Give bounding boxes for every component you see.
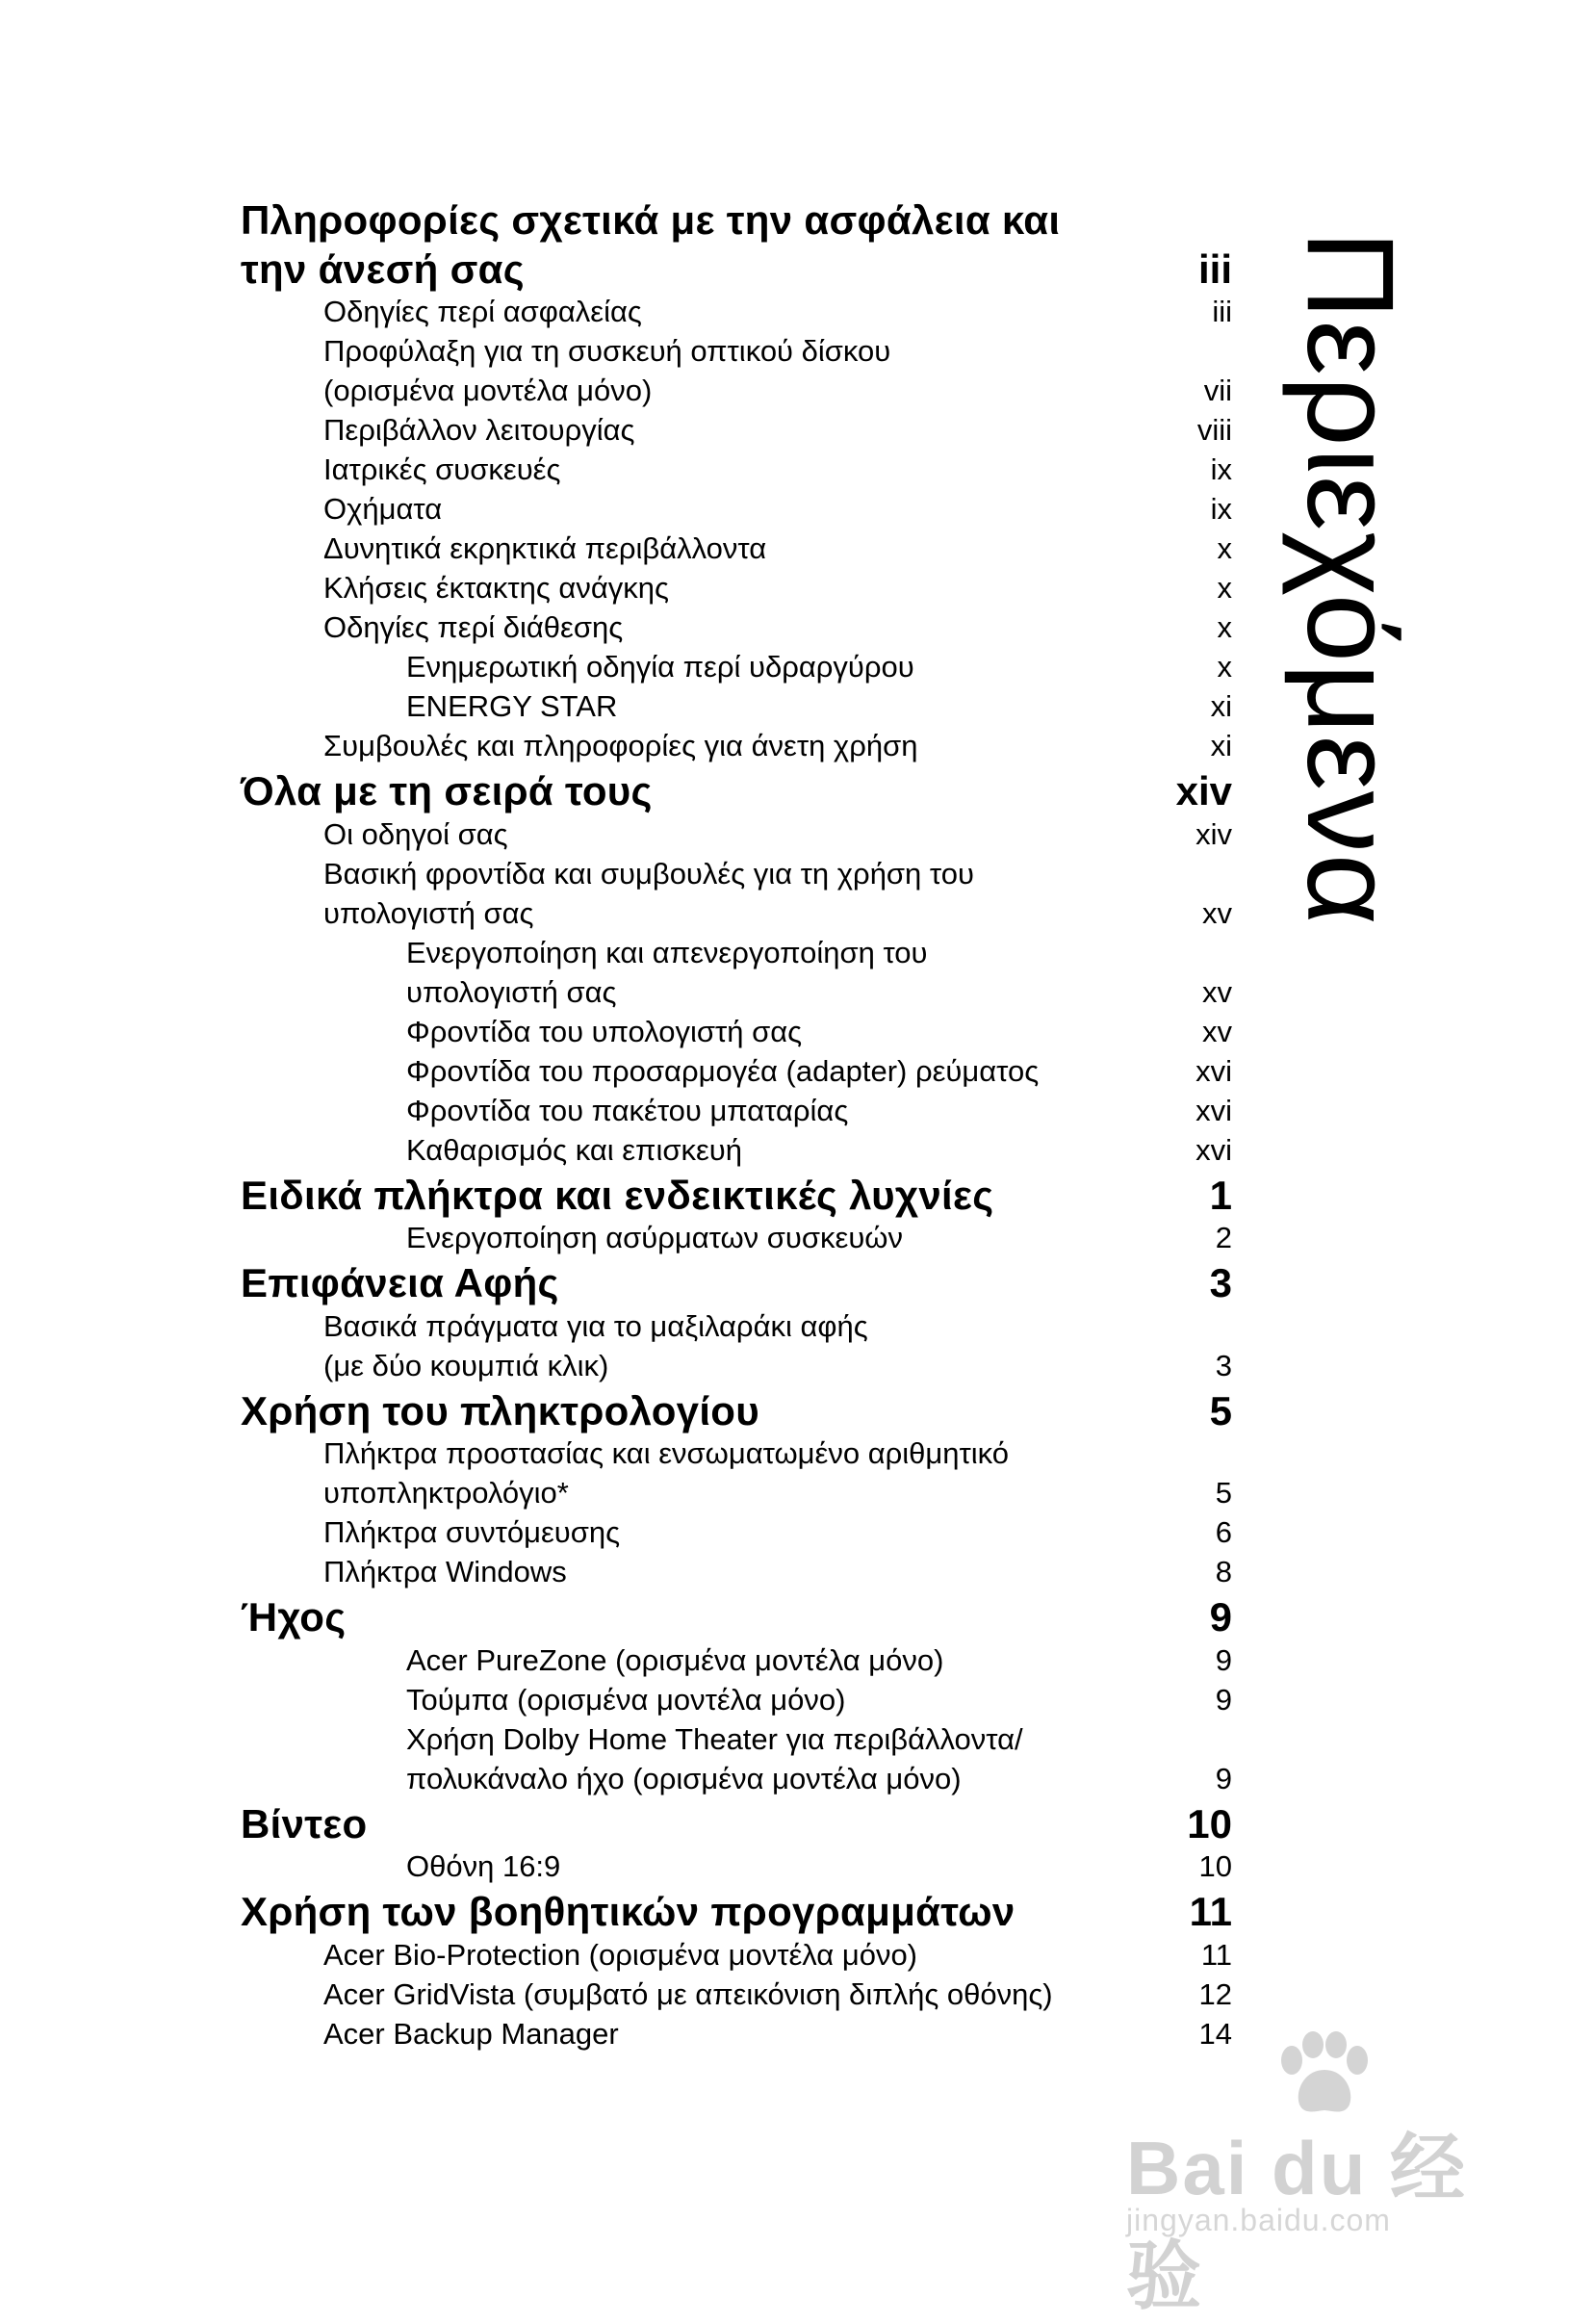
toc-entry-title: Οδηγίες περί ασφαλείας <box>323 295 642 328</box>
toc-page-number: xvi <box>1196 1093 1232 1127</box>
toc-page-number: 10 <box>1187 1800 1232 1846</box>
toc-entry-title: Ειδικά πλήκτρα και ενδεικτικές λυχνίες <box>241 1172 994 1218</box>
toc-heading-row[interactable] <box>241 1889 1232 1938</box>
toc-page-number: 9 <box>1215 1642 1232 1677</box>
toc-page-number: ix <box>1210 492 1232 526</box>
toc-entry-title: Συμβουλές και πληροφορίες για άνετη χρήση <box>323 729 918 762</box>
toc-entry-row[interactable] <box>241 1094 1232 1133</box>
toc-entry-row[interactable] <box>241 1476 1232 1515</box>
toc-page-number: xi <box>1210 729 1232 762</box>
toc-entry-title: Χρήση του πληκτρολογίου <box>241 1387 759 1433</box>
toc-entry-title: πολυκάναλο ήχο (ορισμένα μοντέλα μόνο) <box>406 1761 962 1795</box>
toc-entry-title: Περιβάλλον λειτουργίας <box>323 413 635 447</box>
toc-entry-title: Βασική φροντίδα και συμβουλές για τη χρήση του <box>323 856 974 891</box>
toc-entry-title: (ορισμένα μοντέλα μόνο) <box>323 374 653 407</box>
toc-entry-title: Acer Backup Manager <box>323 2016 619 2051</box>
toc-entry-title: Βασικά πράγματα για το μαξιλαράκι αφής <box>323 1308 868 1343</box>
toc-entry-title: Βίντεο <box>241 1800 368 1846</box>
toc-page-number: xv <box>1202 1014 1232 1048</box>
toc-page-number: x <box>1217 571 1232 605</box>
toc-entry-title: Όλα με τη σειρά τους <box>241 768 653 813</box>
toc-page-number: xvi <box>1196 1132 1232 1167</box>
toc-page-number: iii <box>1197 245 1232 292</box>
toc-entry-title: Πλήκτρα συντόμευσης <box>323 1515 621 1549</box>
toc-entry-title: Πληροφορίες σχετικά με την ασφάλεια και <box>241 197 1061 243</box>
toc-entry-row[interactable] <box>241 531 1232 571</box>
toc-page-number: xvi <box>1196 1053 1232 1088</box>
paw-icon <box>1271 2031 1376 2118</box>
toc-entry-row[interactable] <box>241 413 1232 452</box>
toc-page-number: 1 <box>1209 1172 1232 1218</box>
toc-entry-title: Κλήσεις έκτακτης ανάγκης <box>323 571 669 605</box>
toc-entry-title: Ιατρικές συσκευές <box>323 452 561 486</box>
toc-page-number: x <box>1217 531 1232 565</box>
toc-page-number: 6 <box>1215 1515 1232 1549</box>
toc-entry-row[interactable] <box>241 650 1232 689</box>
toc-page-number: xiv <box>1196 816 1232 851</box>
watermark-url: jingyan.baidu.com <box>1126 2203 1391 2237</box>
toc-page-number: xi <box>1210 689 1232 723</box>
toc-entry-title: την άνεσή σας <box>241 245 525 292</box>
toc-entry-row[interactable] <box>241 1977 1232 2017</box>
toc-entry-title: Ενεργοποίηση ασύρματων συσκευών <box>406 1221 903 1254</box>
toc-entry-row[interactable] <box>241 1349 1232 1388</box>
toc-page-number: xv <box>1202 974 1232 1009</box>
chapter-title-text: Περιεχόμενα <box>1280 229 1419 926</box>
watermark-logo: Bai du 经验 <box>1126 2126 1468 2318</box>
toc-page-number: iii <box>1212 295 1232 328</box>
toc-entry-row[interactable] <box>241 334 1232 374</box>
toc-page-number: xv <box>1202 895 1232 930</box>
toc-entry-title: Οθόνη 16:9 <box>406 1849 561 1883</box>
toc-entry-row[interactable] <box>241 1722 1232 1762</box>
toc-page-number: x <box>1217 610 1232 644</box>
toc-entry-row[interactable] <box>241 936 1232 975</box>
toc-page-number: 9 <box>1209 1594 1232 1640</box>
toc-page-number: 3 <box>1209 1260 1232 1305</box>
toc-entry-row[interactable] <box>241 1054 1232 1094</box>
toc-page-number: 5 <box>1215 1476 1232 1510</box>
toc-page-number: xiv <box>1175 768 1232 813</box>
toc-page-number: 11 <box>1189 1889 1232 1934</box>
toc-page-number: 3 <box>1215 1348 1232 1382</box>
toc-page-number: 5 <box>1209 1387 1232 1433</box>
baidu-watermark <box>1126 2031 1511 2318</box>
toc-heading-row[interactable] <box>241 197 1232 246</box>
toc-page-number: vii <box>1203 374 1232 407</box>
toc-entry-row[interactable] <box>241 610 1232 650</box>
toc-page-number: 8 <box>1215 1555 1232 1588</box>
toc-entry-title: Ήχος <box>241 1594 347 1640</box>
toc-entry-row[interactable] <box>241 1221 1232 1260</box>
toc-entry-row[interactable] <box>241 571 1232 610</box>
toc-entry-title: Καθαρισμός και επισκευή <box>406 1132 742 1167</box>
toc-entry-row[interactable] <box>241 729 1232 768</box>
toc-entry-row[interactable] <box>241 1015 1232 1054</box>
toc-entry-title: Χρήση των βοηθητικών προγραμμάτων <box>241 1889 1016 1934</box>
toc-entry-title: Acer PureZone (ορισμένα μοντέλα μόνο) <box>406 1642 944 1677</box>
toc-entry-title: Φροντίδα του πακέτου μπαταρίας <box>406 1093 849 1127</box>
toc-page-number: 12 <box>1198 1976 1232 2011</box>
toc-entry-title: υποπληκτρολόγιο* <box>323 1476 569 1510</box>
toc-entry-row[interactable] <box>241 817 1232 857</box>
toc-entry-row[interactable] <box>241 975 1232 1015</box>
toc-entry-row[interactable] <box>241 1515 1232 1555</box>
toc-entry-row[interactable] <box>241 1436 1232 1476</box>
toc-entry-title: Οι οδηγοί σας <box>323 816 508 851</box>
toc-page-number: 11 <box>1200 1937 1232 1972</box>
toc-entry-title: Acer GridVista (συμβατό με απεικόνιση διπλής οθόνης) <box>323 1976 1053 2011</box>
toc-entry-title: Επιφάνεια Αφής <box>241 1260 559 1305</box>
toc-entry-row[interactable] <box>241 374 1232 413</box>
toc-page-number: viii <box>1196 413 1232 447</box>
toc-page-number: 10 <box>1198 1849 1232 1883</box>
toc-entry-row[interactable] <box>241 2017 1232 2056</box>
vertical-chapter-title <box>1273 183 1427 972</box>
toc-entry-row[interactable] <box>241 1849 1232 1889</box>
toc-entry-title: Ενημερωτική οδηγία περί υδραργύρου <box>406 650 914 684</box>
toc-entry-row[interactable] <box>241 1643 1232 1683</box>
toc-page-number: 2 <box>1215 1221 1232 1254</box>
toc-heading-row[interactable] <box>241 1173 1232 1222</box>
toc-heading-row[interactable] <box>241 768 1232 817</box>
toc-entry-row[interactable] <box>241 857 1232 896</box>
toc-heading-row[interactable] <box>241 1260 1232 1309</box>
toc-heading-row[interactable] <box>241 246 1232 296</box>
toc-page-number: ix <box>1210 452 1232 486</box>
toc-heading-row[interactable] <box>241 1801 1232 1850</box>
toc-entry-title: Πλήκτρα προστασίας και ενσωματωμένο αριθμητικό <box>323 1436 1009 1470</box>
toc-entry-title: Οδηγίες περί διάθεσης <box>323 610 624 644</box>
toc-entry-title: Οχήματα <box>323 492 443 526</box>
toc-entry-row[interactable] <box>241 896 1232 936</box>
toc-entry-title: Φροντίδα του υπολογιστή σας <box>406 1014 803 1048</box>
toc-entry-title: υπολογιστή σας <box>406 974 617 1009</box>
toc-entry-title: Χρήση Dolby Home Theater για περιβάλλοντα/ <box>406 1721 1023 1756</box>
toc-heading-row[interactable] <box>241 1388 1232 1437</box>
toc-entry-row[interactable] <box>241 452 1232 492</box>
toc-entry-title: (με δύο κουμπιά κλικ) <box>323 1348 609 1382</box>
toc-entry-row[interactable] <box>241 1133 1232 1173</box>
toc-heading-row[interactable] <box>241 1594 1232 1643</box>
toc-entry-title: Δυνητικά εκρηκτικά περιβάλλοντα <box>323 531 767 565</box>
toc-entry-title: Acer Bio-Protection (ορισμένα μοντέλα μόνο) <box>323 1937 918 1972</box>
toc-page-number: 9 <box>1215 1761 1232 1795</box>
toc-entry-title: Τούμπα (ορισμένα μοντέλα μόνο) <box>406 1682 846 1717</box>
toc-page-number: 9 <box>1215 1682 1232 1717</box>
toc-page-number: 14 <box>1198 2016 1232 2051</box>
toc-entry-row[interactable] <box>241 492 1232 531</box>
toc-entry-row[interactable] <box>241 1309 1232 1349</box>
toc-entry-title: ENERGY STAR <box>406 689 618 723</box>
toc-entry-row[interactable] <box>241 689 1232 729</box>
toc-entry-title: Φροντίδα του προσαρμογέα (adapter) ρεύματος <box>406 1053 1040 1088</box>
toc-entry-title: Πλήκτρα Windows <box>323 1555 567 1588</box>
toc-entry-row[interactable] <box>241 1762 1232 1801</box>
toc-entry-title: Ενεργοποίηση και απενεργοποίηση του <box>406 935 928 969</box>
toc-page-number: x <box>1217 650 1232 684</box>
toc-entry-title: Προφύλαξη για τη συσκευή οπτικού δίσκου <box>323 334 891 368</box>
toc-entry-row[interactable] <box>241 295 1232 334</box>
toc-entry-title: υπολογιστή σας <box>323 895 534 930</box>
toc-entry-row[interactable] <box>241 1938 1232 1977</box>
toc-entry-row[interactable] <box>241 1683 1232 1722</box>
toc-entry-row[interactable] <box>241 1555 1232 1594</box>
